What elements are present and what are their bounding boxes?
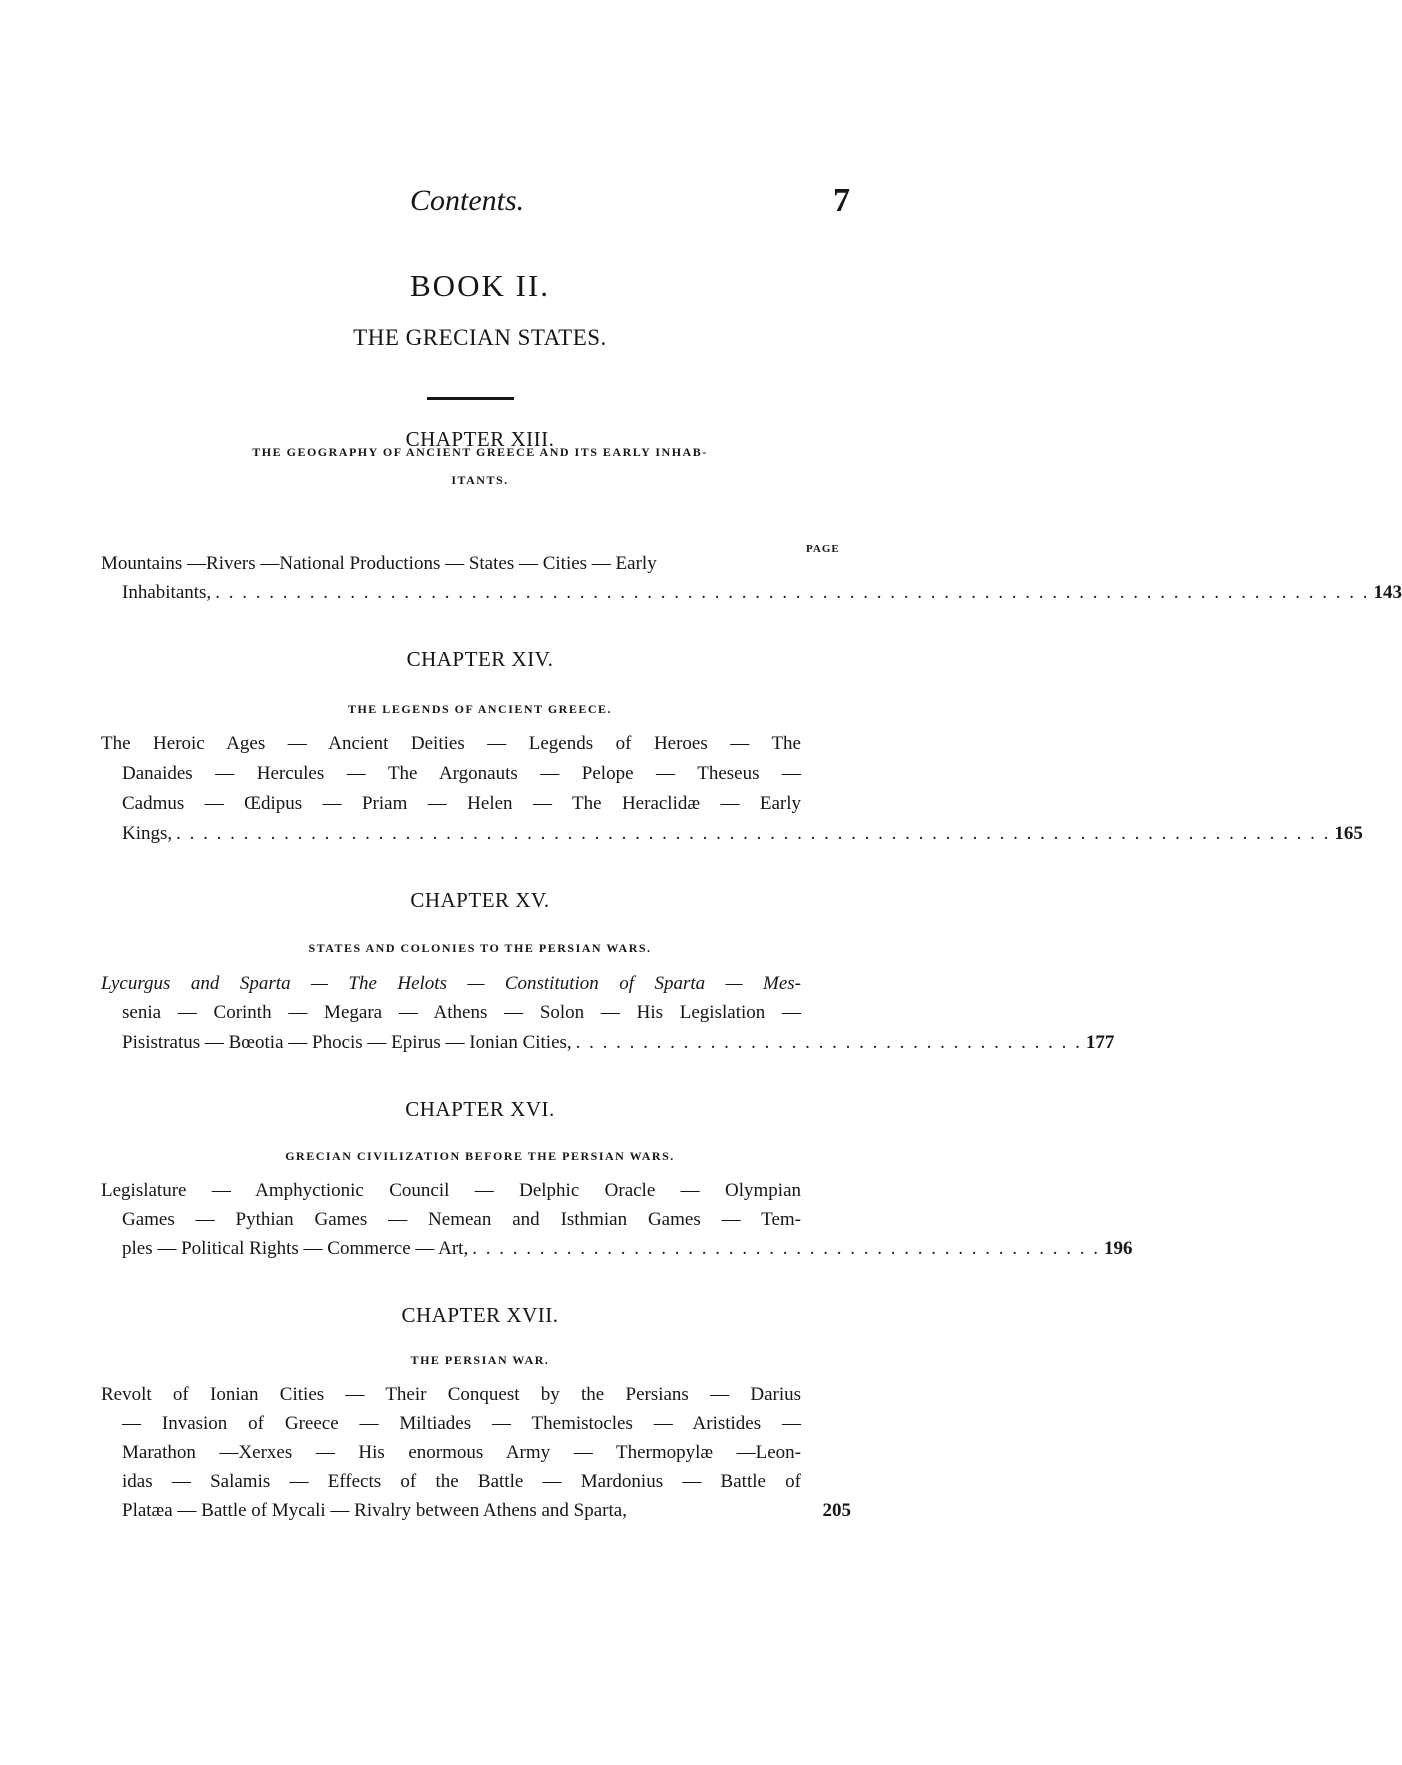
- chapter-heading: CHAPTER XIV.: [406, 647, 554, 671]
- dot-leader: . . . . . . . . . . . . . . . . . . . . . . . . . . . . . . . . . . . . . . . . . . . . . . .: [472, 1238, 1100, 1259]
- summary-line: [122, 1002, 851, 1024]
- chapter-heading: CHAPTER XV.: [410, 888, 550, 912]
- summary-line: [122, 1442, 851, 1464]
- summary-line: [101, 733, 851, 755]
- chapter-heading: CHAPTER XVII.: [401, 1303, 559, 1327]
- chapter-subtitle-line: GRECIAN CIVILIZATION BEFORE THE PERSIAN WARS.: [285, 1149, 675, 1163]
- summary-text: Revolt of Ionian Cities — Their Conquest by the Persians — Darius: [101, 1384, 801, 1405]
- summary-last-line: [122, 1500, 851, 1522]
- summary-line: [101, 973, 851, 995]
- summary-text: Games — Pythian Games — Nemean and Isthmian Games — Tem-: [122, 1209, 801, 1230]
- summary-text: Lycurgus and Sparta — The Helots — Constitution of Sparta — Mes-: [101, 973, 801, 994]
- summary-line: [101, 1384, 851, 1406]
- chapter-subtitle-line: STATES AND COLONIES TO THE PERSIAN WARS.: [308, 941, 652, 955]
- summary-text: Inhabitants,: [122, 582, 212, 603]
- dot-leader: . . . . . . . . . . . . . . . . . . . . . . . . . . . . . . . . . . . . . . . . . . . . . . . . . . . . . . . . . . . . . . . . . . . . . . . . . . . . . . . . . . . . . .: [176, 823, 1331, 844]
- dot-leader: . . . . . . . . . . . . . . . . . . . . . . . . . . . . . . . . . . . . . . . . . . . . . . . . . . . . . . . . . . . . . . . . . . . . . . . . . . . . . . . . . . . . . .: [215, 582, 1370, 603]
- chapter-subtitle: [140, 1346, 820, 1374]
- summary-text: Kings,: [122, 823, 173, 844]
- page-number: 7: [833, 182, 850, 219]
- summary-text: Platæa — Battle of Mycali — Rivalry between Athens and Sparta,: [122, 1500, 627, 1521]
- running-title: Contents.: [410, 184, 525, 217]
- summary-last-line: [122, 823, 1363, 845]
- chapter-subtitle-line: THE LEGENDS OF ANCIENT GREECE.: [347, 702, 613, 716]
- summary-line: [122, 1209, 851, 1231]
- chapter-heading: CHAPTER XVI.: [405, 1097, 555, 1121]
- summary-last-line: [122, 582, 1402, 604]
- chapter-subtitle-line: THE GEOGRAPHY OF ANCIENT GREECE AND ITS EARLY INHAB-: [252, 445, 708, 459]
- page-column-label: PAGE: [806, 543, 840, 555]
- chapter-subtitle: [140, 438, 820, 494]
- summary-text: ples — Political Rights — Commerce — Art,: [122, 1238, 469, 1259]
- summary-text: idas — Salamis — Effects of the Battle — Mardonius — Battle of: [122, 1471, 801, 1492]
- summary-text: — Invasion of Greece — Miltiades — Themistocles — Aristides —: [122, 1413, 801, 1434]
- summary-line: [122, 763, 851, 785]
- summary-text: Pisistratus — Bœotia — Phocis — Epirus — Ionian Cities,: [122, 1032, 572, 1053]
- summary-text: Mountains —Rivers —National Productions — States — Cities — Early: [101, 553, 657, 574]
- summary-text: The Heroic Ages — Ancient Deities — Legends of Heroes — The: [101, 733, 801, 754]
- page-ref: 177: [1085, 1032, 1115, 1053]
- page-ref: 143: [1373, 582, 1402, 603]
- chapter-subtitle: [140, 1142, 820, 1170]
- summary-line: [122, 793, 851, 815]
- summary-text: Legislature — Amphyctionic Council — Delphic Oracle — Olympian: [101, 1180, 801, 1201]
- summary-line: [122, 1413, 851, 1435]
- summary-text: Danaides — Hercules — The Argonauts — Pelope — Theseus —: [122, 763, 801, 784]
- page-ref: 196: [1103, 1238, 1133, 1259]
- page-ref: 165: [1334, 823, 1363, 844]
- summary-text: Marathon —Xerxes — His enormous Army — Thermopylæ —Leon-: [122, 1442, 801, 1463]
- dot-leader: . . . . . . . . . . . . . . . . . . . . . . . . . . . . . . . . . . . . . .: [575, 1032, 1082, 1053]
- summary-text: Cadmus — Œdipus — Priam — Helen — The Heraclidæ — Early: [122, 793, 801, 814]
- chapter-subtitle-line: THE PERSIAN WAR.: [410, 1353, 550, 1367]
- running-head: [0, 184, 1053, 224]
- page-ref: 205: [822, 1500, 851, 1521]
- summary-line: [101, 553, 851, 575]
- summary-text: senia — Corinth — Megara — Athens — Solon — His Legislation —: [122, 1002, 801, 1023]
- title-rule: [427, 397, 514, 400]
- part-title: THE GRECIAN STATES.: [353, 325, 607, 350]
- chapter-heading: CHAPTER XIII.: [405, 427, 555, 451]
- chapter-subtitle: [140, 934, 820, 962]
- summary-last-line: [122, 1238, 1133, 1260]
- book-title: BOOK II.: [410, 268, 550, 303]
- chapter-subtitle: [140, 695, 820, 723]
- summary-line: [101, 1180, 851, 1202]
- summary-line: [122, 1471, 851, 1493]
- summary-last-line: [122, 1032, 1115, 1054]
- chapter-subtitle-line: ITANTS.: [451, 473, 509, 487]
